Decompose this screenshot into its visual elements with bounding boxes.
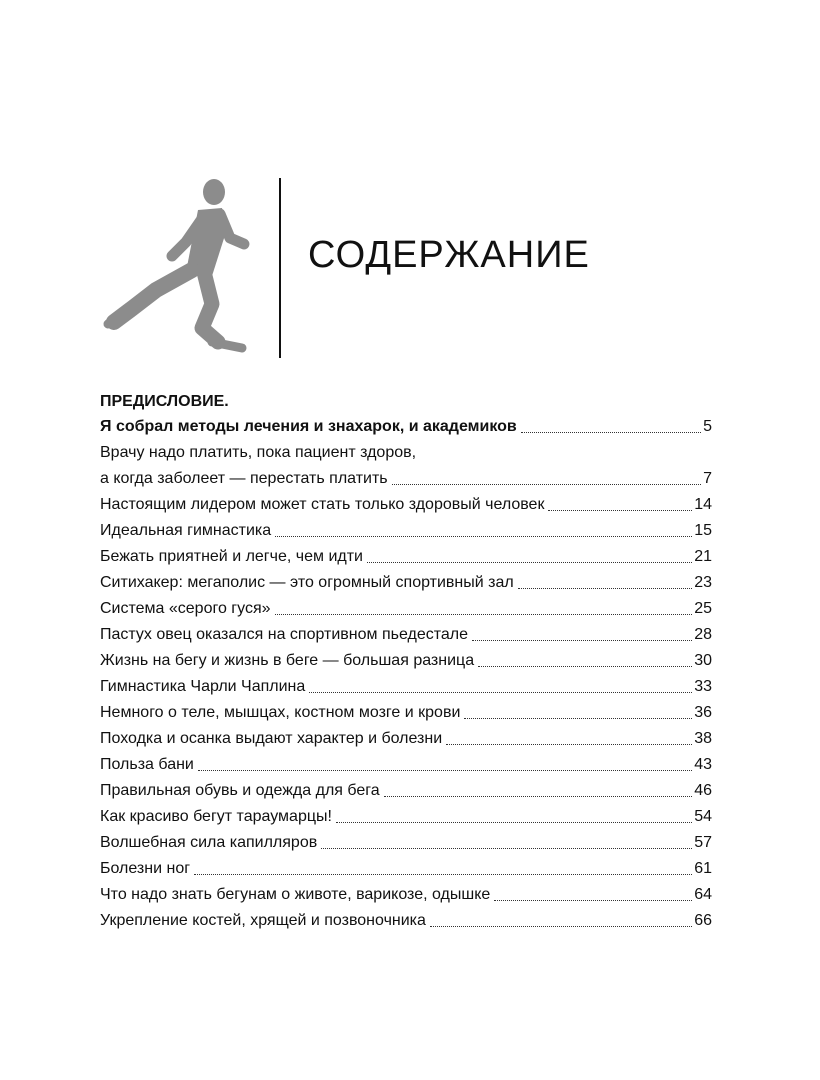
toc-entry-title: Пастух овец оказался на спортивном пьедестале <box>100 626 469 643</box>
toc-entry[interactable] <box>100 414 712 440</box>
page-title: СОДЕРЖАНИЕ <box>308 234 590 276</box>
toc-entry[interactable] <box>100 596 712 622</box>
toc-entry-title: Болезни ног <box>100 860 191 877</box>
dot-leader <box>336 822 692 823</box>
toc-page-number: 66 <box>694 912 712 929</box>
dot-leader <box>548 510 692 511</box>
toc-page-number: 30 <box>694 652 712 669</box>
toc-entry-title: Походка и осанка выдают характер и болезни <box>100 730 443 747</box>
toc-entry-title: Гимнастика Чарли Чаплина <box>100 678 306 695</box>
dot-leader <box>198 770 692 771</box>
toc-page-number: 28 <box>694 626 712 643</box>
toc-page-number: 33 <box>694 678 712 695</box>
toc-page-number: 25 <box>694 600 712 617</box>
toc-entry[interactable] <box>100 648 712 674</box>
toc-entry[interactable] <box>100 882 712 908</box>
toc-page-number: 46 <box>694 782 712 799</box>
dot-leader <box>392 484 701 485</box>
toc-entry-title: а когда заболеет — перестать платить <box>100 470 388 487</box>
toc-page-number: 14 <box>694 496 712 513</box>
toc-entry[interactable] <box>100 726 712 752</box>
toc-entry-title: Ситихакер: мегаполис — это огромный спортивный зал <box>100 574 514 591</box>
dot-leader <box>521 432 701 433</box>
toc-page-number: 7 <box>703 470 712 487</box>
dot-leader <box>446 744 692 745</box>
toc-entry-title: Бежать приятней и легче, чем идти <box>100 548 363 565</box>
toc-entry[interactable] <box>100 804 712 830</box>
toc-page-number: 15 <box>694 522 712 539</box>
toc-page-number: 43 <box>694 756 712 773</box>
dot-leader <box>464 718 692 719</box>
toc-entry-title: Немного о теле, мышцах, костном мозге и крови <box>100 704 461 721</box>
toc-entry[interactable] <box>100 908 712 934</box>
toc-entry[interactable] <box>100 856 712 882</box>
dot-leader <box>309 692 692 693</box>
toc-entry-title: Польза бани <box>100 756 194 773</box>
toc-entry[interactable] <box>100 700 712 726</box>
toc-page-number: 23 <box>694 574 712 591</box>
dot-leader <box>275 614 693 615</box>
toc-entry[interactable] <box>100 830 712 856</box>
dot-leader <box>478 666 692 667</box>
toc-entry[interactable] <box>100 466 712 492</box>
toc-page-number: 57 <box>694 834 712 851</box>
dot-leader <box>518 588 692 589</box>
toc-entries <box>100 414 712 934</box>
header-divider <box>279 178 281 358</box>
toc-entry[interactable] <box>100 518 712 544</box>
toc-page-number: 54 <box>694 808 712 825</box>
toc-entry[interactable] <box>100 752 712 778</box>
dot-leader <box>494 900 692 901</box>
preface-heading: ПРЕДИСЛОВИЕ. <box>100 393 229 410</box>
toc-entry[interactable] <box>100 674 712 700</box>
dot-leader <box>367 562 692 563</box>
toc-page-number: 61 <box>694 860 712 877</box>
toc-entry[interactable] <box>100 778 712 804</box>
running-man-icon <box>100 172 260 362</box>
toc-entry-title: Жизнь на бегу и жизнь в беге — большая разница <box>100 652 475 669</box>
toc-entry-title: Я собрал методы лечения и знахарок, и академиков <box>100 418 517 435</box>
dot-leader <box>275 536 692 537</box>
table-of-contents <box>100 390 712 934</box>
toc-entry[interactable] <box>100 570 712 596</box>
toc-entry-title: Настоящим лидером может стать только здоровый человек <box>100 496 545 513</box>
dot-leader <box>384 796 693 797</box>
toc-page-number: 21 <box>694 548 712 565</box>
dot-leader <box>430 926 692 927</box>
dot-leader <box>472 640 692 641</box>
toc-entry-title: Что надо знать бегунам о животе, варикозе, одышке <box>100 886 491 903</box>
toc-entry-title: Волшебная сила капилляров <box>100 834 318 851</box>
toc-entry[interactable] <box>100 492 712 518</box>
toc-entry[interactable] <box>100 622 712 648</box>
toc-page-number: 36 <box>694 704 712 721</box>
toc-entry[interactable] <box>100 544 712 570</box>
toc-entry-first-line: Врачу надо платить, пока пациент здоров, <box>100 444 417 461</box>
toc-entry-title: Как красиво бегут тараумарцы! <box>100 808 332 825</box>
toc-page-number: 64 <box>694 886 712 903</box>
toc-entry-title: Укрепление костей, хрящей и позвоночника <box>100 912 426 929</box>
toc-page-number: 38 <box>694 730 712 747</box>
toc-entry-title: Правильная обувь и одежда для бега <box>100 782 380 799</box>
toc-page-number: 5 <box>703 418 712 435</box>
dot-leader <box>194 874 692 875</box>
toc-entry-title: Идеальная гимнастика <box>100 522 272 539</box>
dot-leader <box>321 848 692 849</box>
toc-entry-title: Система «серого гуся» <box>100 600 271 617</box>
